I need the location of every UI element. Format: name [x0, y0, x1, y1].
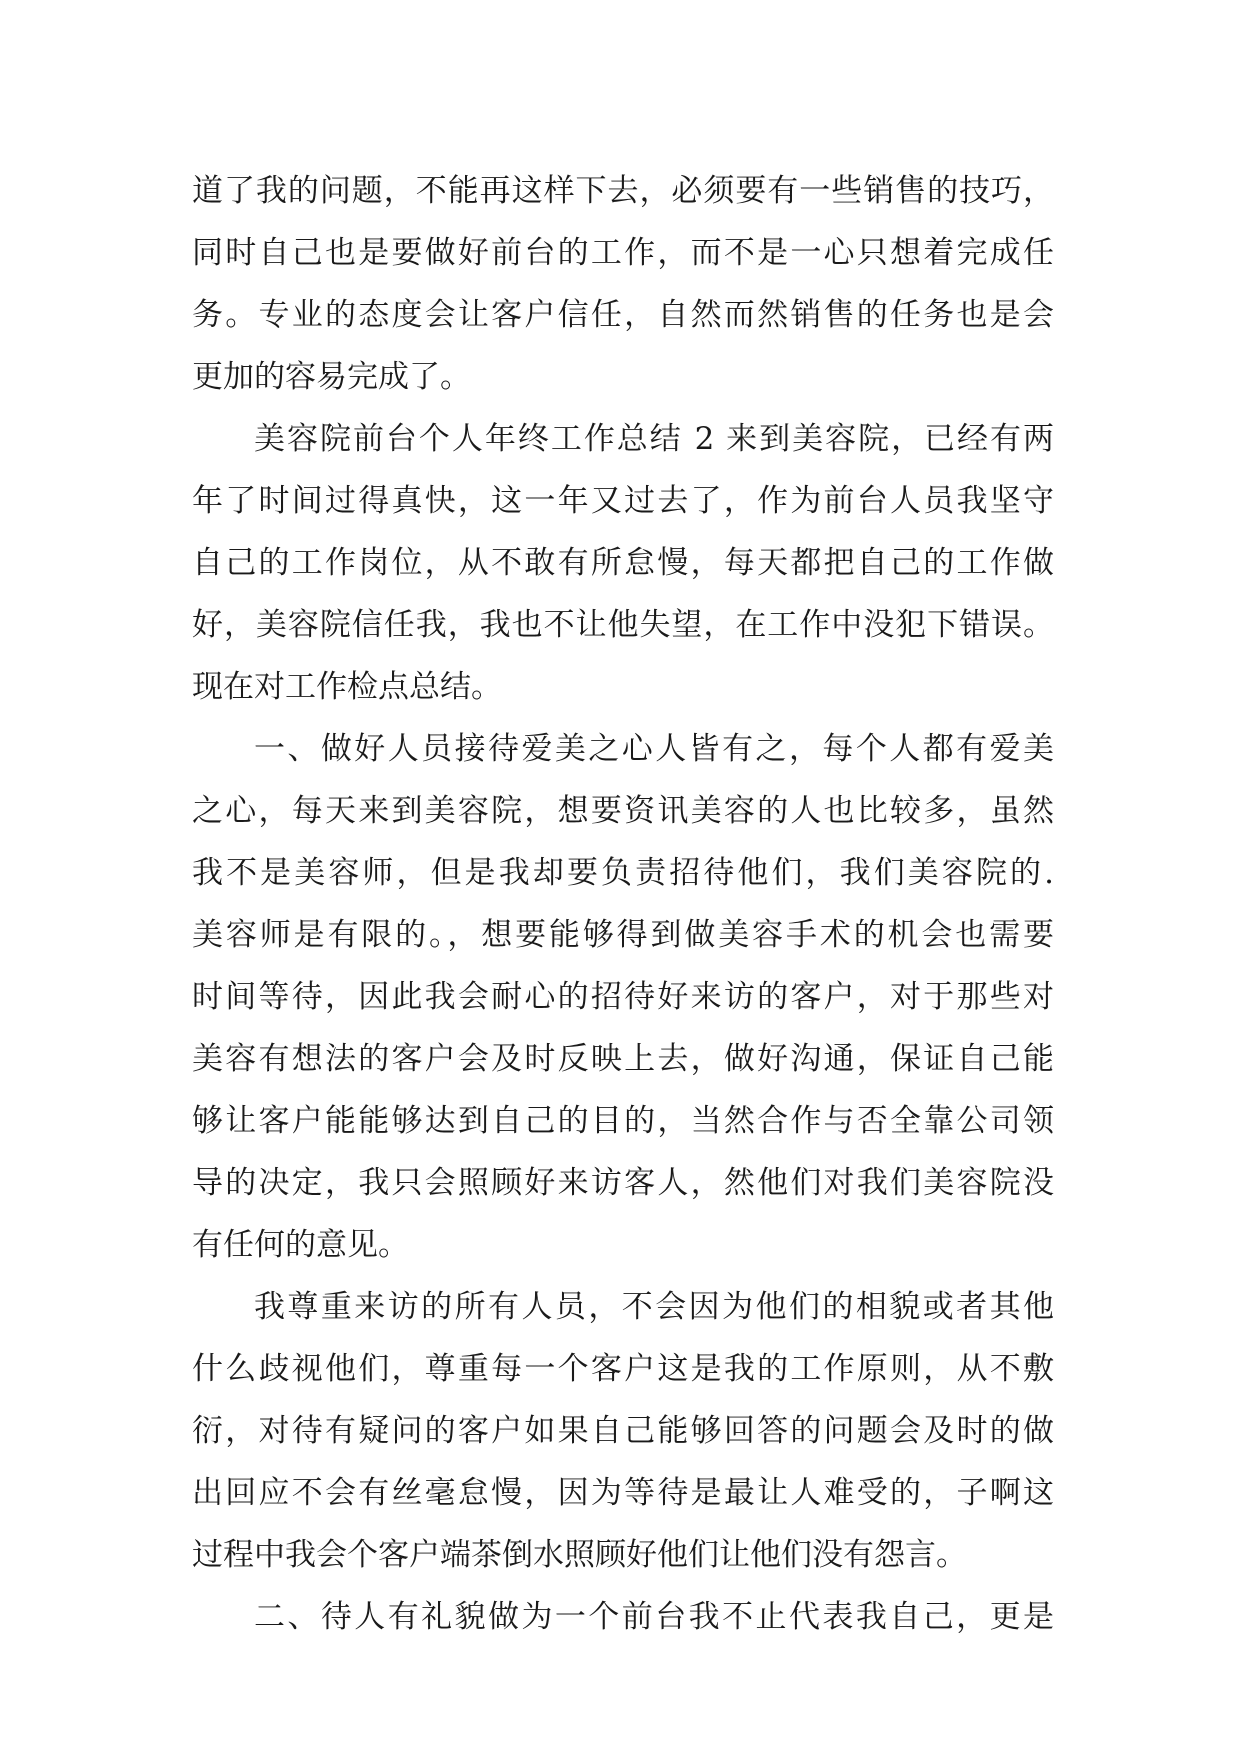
- text-line: 一、做好人员接待爱美之心人皆有之，每个人都有爱美: [254, 731, 1054, 767]
- text-line: 过程中我会个客户端茶倒水照顾好他们让他们没有怨言。: [192, 1537, 967, 1573]
- text-line: 美容师是有限的。，想要能够得到做美容手术的机会也需要: [192, 917, 1054, 953]
- text-line: 有任何的意见。: [192, 1227, 409, 1263]
- text-line: 美容院前台个人年终工作总结 2 来到美容院，已经有两: [254, 421, 1054, 457]
- text-line: 更加的容易完成了。: [192, 359, 471, 395]
- text-line: 衍，对待有疑问的客户如果自己能够回答的问题会及时的做: [192, 1413, 1054, 1449]
- text-line: 务。专业的态度会让客户信任，自然而然销售的任务也是会: [192, 297, 1054, 333]
- text-line: 我尊重来访的所有人员，不会因为他们的相貌或者其他: [254, 1289, 1054, 1325]
- text-line: 道了我的问题，不能再这样下去，必须要有一些销售的技巧，: [192, 173, 1054, 209]
- text-line: 美容有想法的客户会及时反映上去，做好沟通，保证自己能: [192, 1041, 1054, 1077]
- text-line: 好，美容院信任我，我也不让他失望，在工作中没犯下错误。: [192, 607, 1054, 643]
- text-line: 现在对工作检点总结。: [192, 669, 502, 705]
- text-line: 什么歧视他们，尊重每一个客户这是我的工作原则，从不敷: [192, 1351, 1054, 1387]
- text-line: 够让客户能能够达到自己的目的，当然合作与否全靠公司领: [192, 1103, 1054, 1139]
- paragraph-2: [192, 408, 1054, 718]
- text-line: 同时自己也是要做好前台的工作，而不是一心只想着完成任: [192, 235, 1054, 271]
- text-line: 我不是美容师，但是我却要负责招待他们，我们美容院的.: [192, 855, 1054, 891]
- text-line: 二、待人有礼貌做为一个前台我不止代表我自己，更是: [254, 1599, 1054, 1635]
- text-line: 之心，每天来到美容院，想要资讯美容的人也比较多，虽然: [192, 793, 1054, 829]
- text-line: 时间等待，因此我会耐心的招待好来访的客户，对于那些对: [192, 979, 1054, 1015]
- text-line: 出回应不会有丝毫怠慢，因为等待是最让人难受的，子啊这: [192, 1475, 1054, 1511]
- paragraph-4: [192, 1276, 1054, 1586]
- text-line: 年了时间过得真快，这一年又过去了，作为前台人员我坚守: [192, 483, 1054, 519]
- text-line: 自己的工作岗位，从不敢有所怠慢，每天都把自己的工作做: [192, 545, 1054, 581]
- paragraph-5: [192, 1586, 1054, 1648]
- document-body: [192, 160, 1054, 1648]
- paragraph-3: [192, 718, 1054, 1276]
- text-line: 导的决定，我只会照顾好来访客人，然他们对我们美容院没: [192, 1165, 1054, 1201]
- paragraph-1: [192, 160, 1054, 408]
